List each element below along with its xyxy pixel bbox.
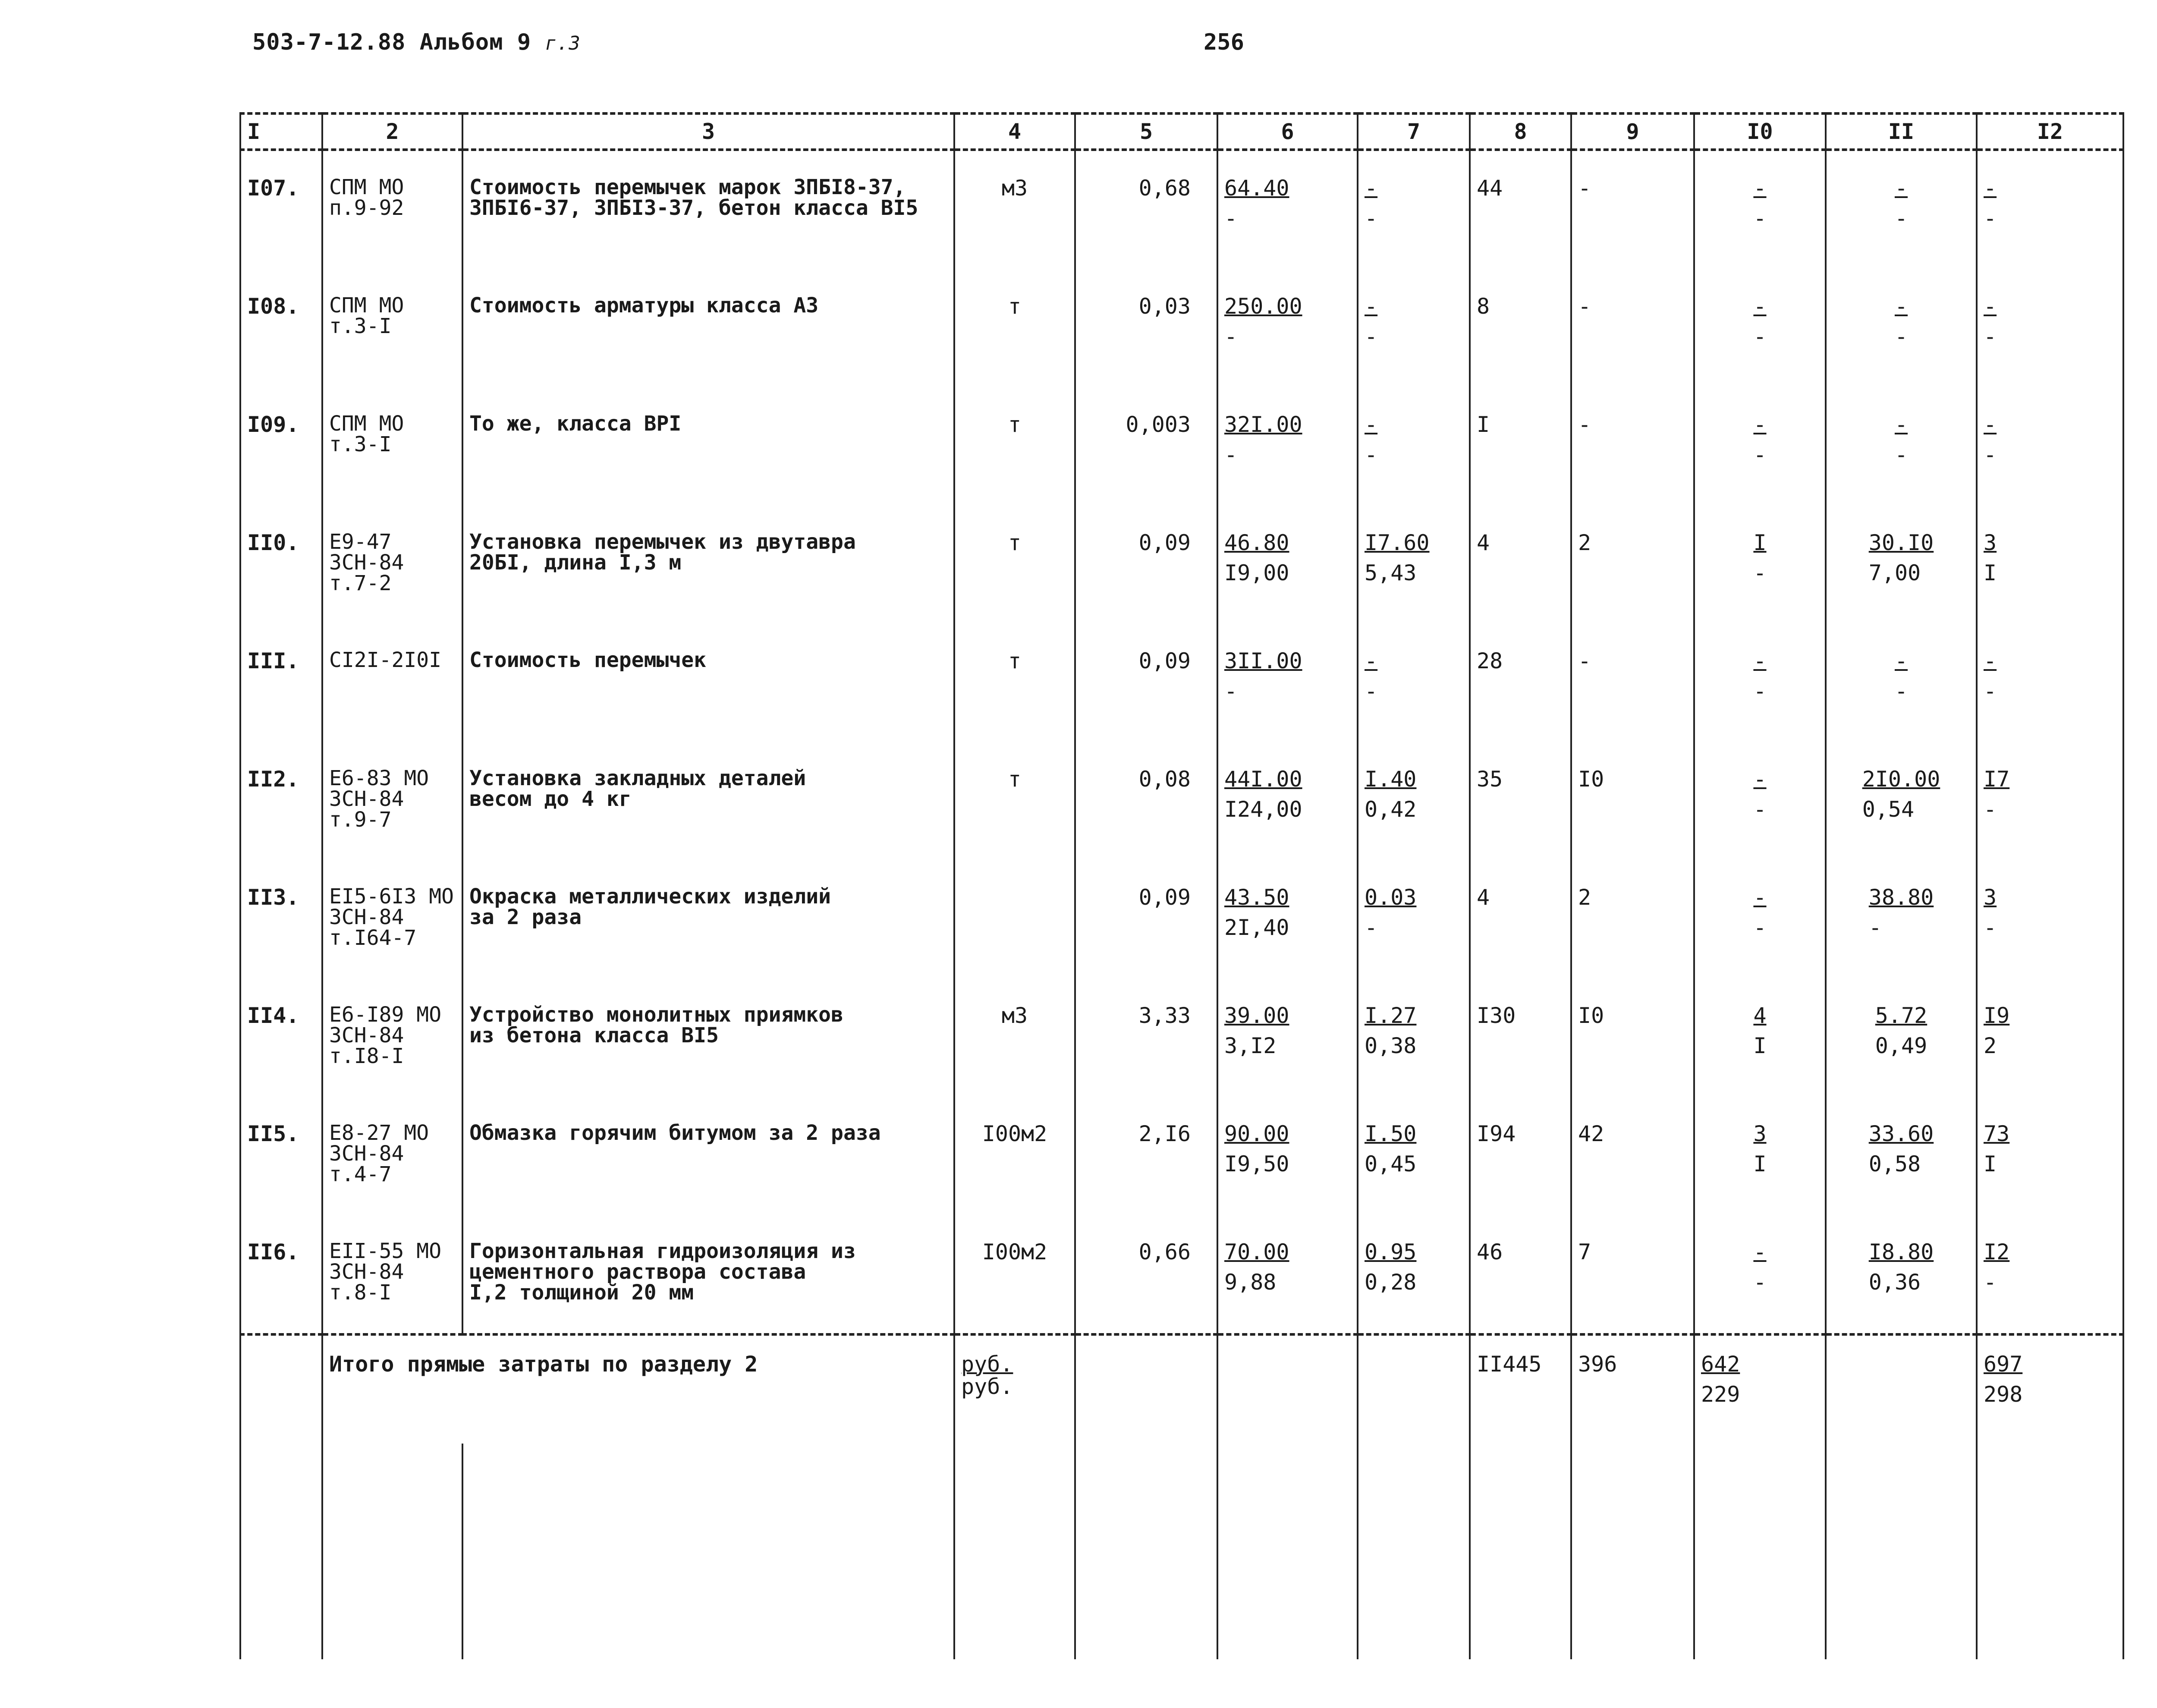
unit-cost-value: 39.00 [1224, 1003, 1289, 1028]
work-description: Обмазка горячим битумом за 2 раза [462, 1097, 954, 1215]
total-unit-cell [954, 1334, 1075, 1444]
col12-top: - [1984, 648, 1997, 673]
unit-cost-value: 90.00 [1224, 1121, 1289, 1146]
col10-cell [1694, 506, 1826, 624]
col12-bottom: - [1984, 206, 1997, 231]
album-annotation: г.3 [545, 32, 581, 54]
col10-cell [1694, 742, 1826, 860]
col12-bottom: - [1984, 1270, 1997, 1295]
unit-wage-value: I9,00 [1224, 560, 1289, 585]
row-number: I07. [240, 150, 322, 269]
col11-top: - [1894, 176, 1908, 201]
col11-cell [1826, 150, 1977, 269]
total-cost-cell: 4 [1470, 860, 1571, 978]
wage-total-cell: - [1571, 387, 1694, 506]
col12-top: 73 [1984, 1121, 2010, 1146]
col11-cell [1826, 269, 1977, 387]
work-description: Горизонтальная гидроизоляция из цементного раствора состава I,2 толщиной 20 мм [462, 1215, 954, 1334]
col12-top: 3 [1984, 530, 1997, 555]
col12-top: I2 [1984, 1239, 2010, 1264]
row-number: II2. [240, 742, 322, 860]
column-header: I0 [1694, 113, 1826, 150]
col10-bottom: - [1753, 324, 1767, 349]
wage-total-cell: I0 [1571, 978, 1694, 1097]
table-row [240, 624, 2123, 742]
unit-cost-value: 32I.00 [1224, 412, 1302, 437]
row-number: I09. [240, 387, 322, 506]
col10-top: - [1753, 1239, 1767, 1264]
norm-code: Е8-27 МО 3СН-84 т.4-7 [322, 1097, 462, 1215]
table-row [240, 1097, 2123, 1215]
col12-bottom: I [1984, 560, 1997, 585]
norm-code: СПМ МО п.9-92 [322, 150, 462, 269]
norm-code: СПМ МО т.3-I [322, 387, 462, 506]
machine-wage-value: - [1365, 442, 1378, 467]
work-description: Установка закладных деталей весом до 4 кг [462, 742, 954, 860]
total-col12-top: 697 [1984, 1352, 2023, 1377]
col12-bottom: 2 [1984, 1033, 1997, 1058]
col11-bottom: 0,58 [1868, 1151, 1921, 1176]
total-col12 [1977, 1334, 2123, 1444]
col10-top: - [1753, 294, 1767, 319]
quantity-cell: 2,I6 [1075, 1097, 1217, 1215]
doc-code: 503-7-12.88 [252, 29, 406, 55]
col11-bottom: 7,00 [1868, 560, 1921, 585]
col12-cell [1977, 150, 2123, 269]
col10-top: 4 [1753, 1003, 1767, 1028]
unit-cost-cell [1217, 1215, 1358, 1334]
quantity-cell: 0,66 [1075, 1215, 1217, 1334]
row-number: III. [240, 624, 322, 742]
col10-bottom: - [1753, 1270, 1767, 1295]
quantity-cell: 0,09 [1075, 860, 1217, 978]
col10-cell [1694, 624, 1826, 742]
unit-cost-value: 44I.00 [1224, 767, 1302, 792]
unit-cell: т [954, 742, 1075, 860]
machine-wage-value: 0,45 [1365, 1151, 1417, 1176]
col11-bottom: - [1894, 206, 1908, 231]
machine-cost-cell [1358, 387, 1470, 506]
machine-wage-value: 5,43 [1365, 560, 1417, 585]
col11-bottom: 0,54 [1862, 797, 1915, 822]
work-description: Стоимость арматуры класса А3 [462, 269, 954, 387]
wage-total-cell: 2 [1571, 860, 1694, 978]
column-header: 7 [1358, 113, 1470, 150]
unit-wage-value: - [1224, 206, 1238, 231]
col11-top: 5.72 [1875, 1003, 1927, 1028]
unit-cost-cell [1217, 860, 1358, 978]
col11-cell [1826, 742, 1977, 860]
col10-cell [1694, 150, 1826, 269]
column-header: 3 [462, 113, 954, 150]
total-cost-cell: 4 [1470, 506, 1571, 624]
col11-cell [1826, 860, 1977, 978]
machine-cost-cell [1358, 978, 1470, 1097]
norm-code: Е9-47 3СН-84 т.7-2 [322, 506, 462, 624]
unit-wage-value: - [1224, 324, 1238, 349]
row-number: II0. [240, 506, 322, 624]
col10-cell [1694, 269, 1826, 387]
col10-cell [1694, 1215, 1826, 1334]
wage-total-cell: 2 [1571, 506, 1694, 624]
wage-total-cell: 7 [1571, 1215, 1694, 1334]
wage-total-cell: - [1571, 150, 1694, 269]
quantity-cell: 0,08 [1075, 742, 1217, 860]
norm-code: ЕI5-6I3 МО 3СН-84 т.I64-7 [322, 860, 462, 978]
col12-cell [1977, 860, 2123, 978]
col11-top: 38.80 [1868, 885, 1934, 910]
quantity-cell: 0,68 [1075, 150, 1217, 269]
unit-cost-cell [1217, 506, 1358, 624]
unit-cell: т [954, 506, 1075, 624]
col11-bottom: - [1894, 324, 1908, 349]
quantity-cell: 0,03 [1075, 269, 1217, 387]
col10-bottom: I [1753, 1033, 1767, 1058]
wage-total-cell: 42 [1571, 1097, 1694, 1215]
col11-bottom: 0,49 [1875, 1033, 1927, 1058]
machine-cost-cell [1358, 269, 1470, 387]
page-number: 256 [1204, 29, 1244, 55]
unit-wage-value: - [1224, 442, 1238, 467]
col11-bottom: 0,36 [1868, 1270, 1921, 1295]
col12-bottom: - [1984, 679, 1997, 704]
unit-cost-cell [1217, 978, 1358, 1097]
table-row [240, 150, 2123, 269]
machine-cost-value: 0.03 [1365, 885, 1417, 910]
col12-cell [1977, 387, 2123, 506]
unit-cost-cell [1217, 387, 1358, 506]
col10-bottom: I [1753, 1151, 1767, 1176]
machine-wage-value: 0,28 [1365, 1270, 1417, 1295]
total-cost-cell: 8 [1470, 269, 1571, 387]
col10-top: - [1753, 648, 1767, 673]
machine-cost-cell [1358, 624, 1470, 742]
col10-top: I [1753, 530, 1767, 555]
column-header-row [240, 113, 2123, 150]
norm-code: ЕII-55 МО 3СН-84 т.8-I [322, 1215, 462, 1334]
total-cost-cell: 28 [1470, 624, 1571, 742]
col10-top: - [1753, 412, 1767, 437]
unit-cell: т [954, 269, 1075, 387]
col10-bottom: - [1753, 797, 1767, 822]
unit-cell: I00м2 [954, 1215, 1075, 1334]
machine-cost-cell [1358, 1215, 1470, 1334]
unit-wage-value: I9,50 [1224, 1151, 1289, 1176]
norm-code: СI2I-2I0I [322, 624, 462, 742]
row-number: II6. [240, 1215, 322, 1334]
col11-top: 2I0.00 [1862, 767, 1940, 792]
col12-cell [1977, 506, 2123, 624]
table-row [240, 1215, 2123, 1334]
total-unit-bottom: руб. [961, 1374, 1013, 1399]
col11-bottom: - [1868, 915, 1882, 940]
col11-top: - [1894, 648, 1908, 673]
col12-bottom: - [1984, 797, 1997, 822]
unit-cell: I00м2 [954, 1097, 1075, 1215]
work-description: То же, класса BPI [462, 387, 954, 506]
col12-cell [1977, 1097, 2123, 1215]
machine-wage-value: 0,38 [1365, 1033, 1417, 1058]
column-header: 5 [1075, 113, 1217, 150]
unit-wage-value: 9,88 [1224, 1270, 1277, 1295]
col10-top: - [1753, 885, 1767, 910]
col12-cell [1977, 978, 2123, 1097]
col11-cell [1826, 624, 1977, 742]
norm-code: СПМ МО т.3-I [322, 269, 462, 387]
unit-cost-cell [1217, 742, 1358, 860]
machine-cost-cell [1358, 860, 1470, 978]
row-number: II3. [240, 860, 322, 978]
total-col10 [1694, 1334, 1826, 1444]
machine-wage-value: - [1365, 206, 1378, 231]
row-number: I08. [240, 269, 322, 387]
row-number: II5. [240, 1097, 322, 1215]
col11-cell [1826, 387, 1977, 506]
total-cost-cell: 44 [1470, 150, 1571, 269]
unit-cost-value: 64.40 [1224, 176, 1289, 201]
col12-top: 3 [1984, 885, 1997, 910]
machine-cost-value: I.40 [1365, 767, 1417, 792]
wage-total-cell: - [1571, 269, 1694, 387]
col11-top: 33.60 [1868, 1121, 1934, 1146]
unit-cell: м3 [954, 150, 1075, 269]
quantity-cell: 0,003 [1075, 387, 1217, 506]
total-cost: II445 [1470, 1334, 1571, 1444]
row-number: II4. [240, 978, 322, 1097]
col10-bottom: - [1753, 442, 1767, 467]
machine-cost-cell [1358, 742, 1470, 860]
col10-cell [1694, 860, 1826, 978]
norm-code: Е6-83 МО 3СН-84 т.9-7 [322, 742, 462, 860]
table-row [240, 860, 2123, 978]
col12-top: I9 [1984, 1003, 2010, 1028]
column-header: 4 [954, 113, 1075, 150]
col10-bottom: - [1753, 915, 1767, 940]
total-row [240, 1334, 2123, 1444]
col12-top: - [1984, 176, 1997, 201]
col11-cell [1826, 978, 1977, 1097]
column-header: 6 [1217, 113, 1358, 150]
work-description: Устройство монолитных приямков из бетона класса BI5 [462, 978, 954, 1097]
col11-bottom: - [1894, 679, 1908, 704]
col10-top: 3 [1753, 1121, 1767, 1146]
machine-cost-value: - [1365, 176, 1378, 201]
machine-wage-value: - [1365, 915, 1378, 940]
total-cost-cell: I30 [1470, 978, 1571, 1097]
machine-wage-value: - [1365, 324, 1378, 349]
machine-cost-value: I.27 [1365, 1003, 1417, 1028]
col12-cell [1977, 742, 2123, 860]
col12-bottom: - [1984, 442, 1997, 467]
unit-cost-value: 46.80 [1224, 530, 1289, 555]
col10-top: - [1753, 767, 1767, 792]
col11-cell [1826, 1097, 1977, 1215]
col11-bottom: - [1894, 442, 1908, 467]
total-wage: 396 [1571, 1334, 1694, 1444]
col12-top: - [1984, 294, 1997, 319]
table-row [240, 387, 2123, 506]
unit-cost-value: 250.00 [1224, 294, 1302, 319]
col10-cell [1694, 387, 1826, 506]
machine-cost-value: I.50 [1365, 1121, 1417, 1146]
total-col10-top: 642 [1701, 1352, 1740, 1377]
machine-cost-value: - [1365, 294, 1378, 319]
table-row [240, 978, 2123, 1097]
unit-cost-value: 43.50 [1224, 885, 1289, 910]
unit-cell: т [954, 387, 1075, 506]
unit-cell: м3 [954, 978, 1075, 1097]
machine-cost-value: I7.60 [1365, 530, 1430, 555]
machine-cost-cell [1358, 506, 1470, 624]
col12-cell [1977, 269, 2123, 387]
col10-top: - [1753, 176, 1767, 201]
machine-cost-cell [1358, 1097, 1470, 1215]
machine-wage-value: - [1365, 679, 1378, 704]
wage-total-cell: I0 [1571, 742, 1694, 860]
work-description: Стоимость перемычек [462, 624, 954, 742]
column-header: 2 [322, 113, 462, 150]
total-cost-cell: I94 [1470, 1097, 1571, 1215]
total-col10-bottom: 229 [1701, 1382, 1740, 1407]
estimate-table [239, 112, 2124, 1659]
unit-wage-value: 3,I2 [1224, 1033, 1277, 1058]
unit-wage-value: I24,00 [1224, 797, 1302, 822]
album-label: Альбом 9 [419, 29, 531, 55]
total-cost-cell: I [1470, 387, 1571, 506]
column-header: I [240, 113, 322, 150]
total-cost-cell: 46 [1470, 1215, 1571, 1334]
total-col12-bottom: 298 [1984, 1382, 2023, 1407]
col12-bottom: - [1984, 324, 1997, 349]
column-header: II [1826, 113, 1977, 150]
column-header: 9 [1571, 113, 1694, 150]
column-header: 8 [1470, 113, 1571, 150]
col12-top: - [1984, 412, 1997, 437]
wage-total-cell: - [1571, 624, 1694, 742]
col12-top: I7 [1984, 767, 2010, 792]
machine-cost-cell [1358, 150, 1470, 269]
col12-bottom: I [1984, 1151, 1997, 1176]
unit-cost-cell [1217, 624, 1358, 742]
unit-cost-cell [1217, 150, 1358, 269]
col11-top: I8.80 [1868, 1239, 1934, 1264]
table-row [240, 269, 2123, 387]
col12-cell [1977, 624, 2123, 742]
work-description: Окраска металлических изделий за 2 раза [462, 860, 954, 978]
table-row [240, 742, 2123, 860]
table-row [240, 506, 2123, 624]
unit-cost-cell [1217, 269, 1358, 387]
unit-cell: т [954, 624, 1075, 742]
unit-cost-cell [1217, 1097, 1358, 1215]
col10-bottom: - [1753, 206, 1767, 231]
unit-cost-value: 3II.00 [1224, 648, 1302, 673]
unit-wage-value: 2I,40 [1224, 915, 1289, 940]
machine-cost-value: - [1365, 412, 1378, 437]
machine-cost-value: 0.95 [1365, 1239, 1417, 1264]
col10-cell [1694, 1097, 1826, 1215]
work-description: Стоимость перемычек марок 3ПБI8-37, 3ПБI6-37, 3ПБI3-37, бетон класса BI5 [462, 150, 954, 269]
unit-cell [954, 860, 1075, 978]
col10-cell [1694, 978, 1826, 1097]
quantity-cell: 0,09 [1075, 506, 1217, 624]
total-label: Итого прямые затраты по разделу 2 [322, 1334, 954, 1444]
quantity-cell: 3,33 [1075, 978, 1217, 1097]
work-description: Установка перемычек из двутавра 20БI, длина I,3 м [462, 506, 954, 624]
machine-cost-value: - [1365, 648, 1378, 673]
col11-cell [1826, 506, 1977, 624]
total-unit-top: руб. [961, 1352, 1013, 1377]
col12-bottom: - [1984, 915, 1997, 940]
total-cost-cell: 35 [1470, 742, 1571, 860]
col11-cell [1826, 1215, 1977, 1334]
unit-wage-value: - [1224, 679, 1238, 704]
unit-cost-value: 70.00 [1224, 1239, 1289, 1264]
blank-row [240, 1444, 2123, 1659]
document-header [252, 29, 581, 55]
norm-code: Е6-I89 МО 3СН-84 т.I8-I [322, 978, 462, 1097]
col10-bottom: - [1753, 679, 1767, 704]
machine-wage-value: 0,42 [1365, 797, 1417, 822]
col11-top: 30.I0 [1868, 530, 1934, 555]
col11-top: - [1894, 294, 1908, 319]
column-header: I2 [1977, 113, 2123, 150]
col11-top: - [1894, 412, 1908, 437]
quantity-cell: 0,09 [1075, 624, 1217, 742]
col10-bottom: - [1753, 560, 1767, 585]
col12-cell [1977, 1215, 2123, 1334]
